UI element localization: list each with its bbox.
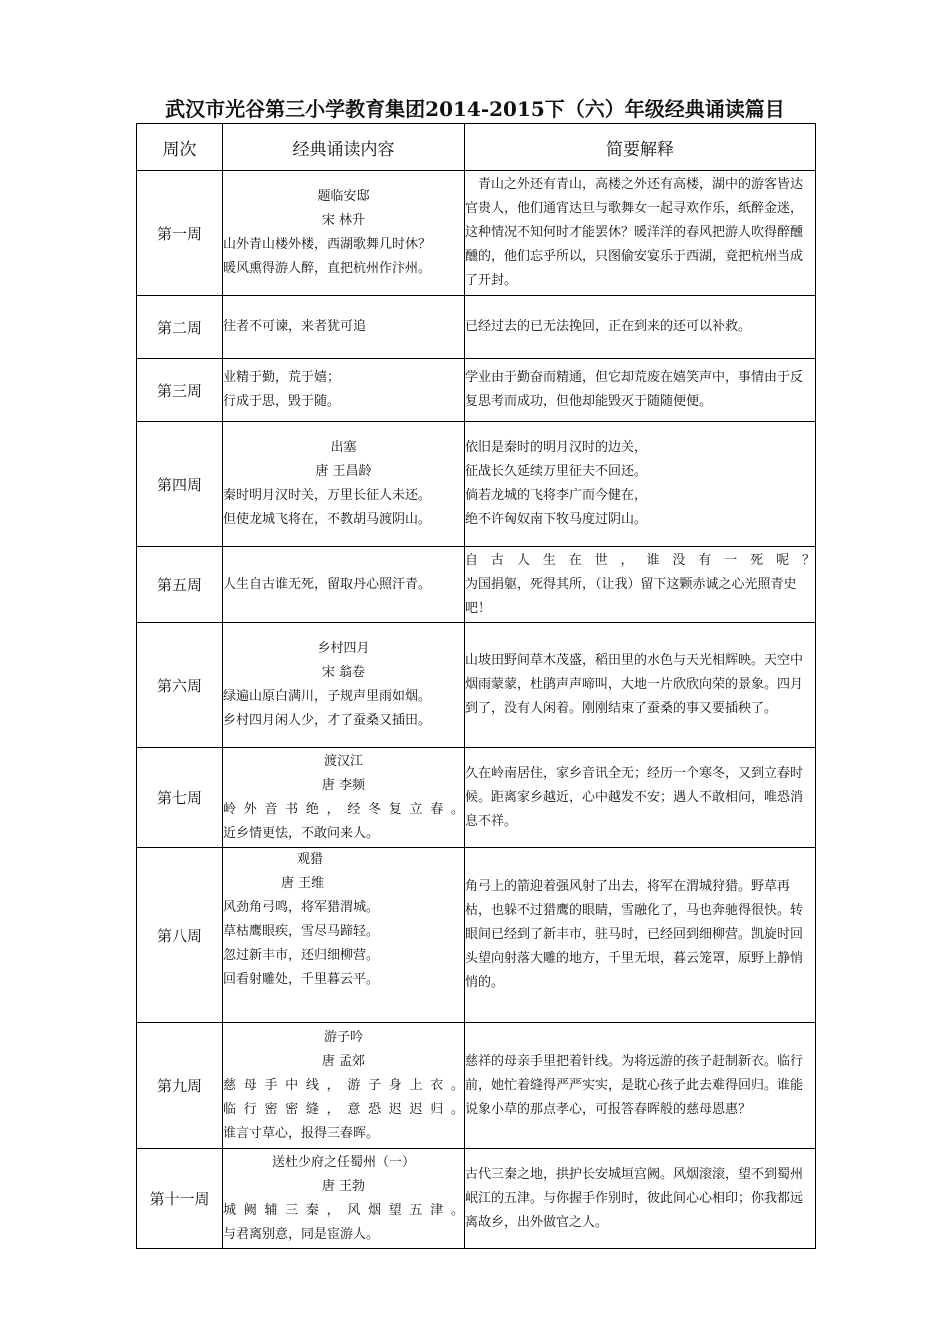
poem-line: 行成于思，毁于随。 <box>223 394 341 409</box>
poem-author: 唐 王昌龄 <box>315 464 372 479</box>
week-cell: 第二周 <box>137 296 223 359</box>
reading-schedule-table <box>136 123 816 1249</box>
header-week: 周次 <box>137 124 223 171</box>
poem-line: 忽过新丰市，还归细柳营。 <box>223 948 380 963</box>
explanation-text: 角弓上的箭迎着强风射了出去，将军在渭城狩猎。野草再枯，也躲不过猎鹰的眼睛，雪融化了，马也奔驰得很快。转眼间已经到了新丰市，驻马时，已经回到细柳营。凯旋时回头望向射落大雕的地方，千里无垠，暮云笼罩，原野上静悄悄的。 <box>465 879 804 990</box>
explanation-cell <box>465 623 816 748</box>
week-cell: 第四周 <box>137 422 223 547</box>
poem-line: 近乡情更怯，不敢问来人。 <box>223 825 380 841</box>
table-row <box>137 547 816 623</box>
table-row <box>137 1023 816 1149</box>
explanation-cell <box>465 171 816 296</box>
week-cell: 第一周 <box>137 171 223 296</box>
poem-author: 唐 王勃 <box>321 1178 366 1194</box>
poem-line: 慈母手中线，游子身上衣。 <box>223 1077 464 1093</box>
poem-line: 草枯鹰眼疾，雪尽马蹄轻。 <box>223 924 380 939</box>
explanation-cell <box>465 848 816 1023</box>
table-row <box>137 748 816 848</box>
poem-line: 往者不可谏，来者犹可追 <box>223 319 367 334</box>
explanation-cell <box>465 296 816 359</box>
header-content: 经典诵读内容 <box>223 124 465 171</box>
poem-line: 暖风熏得游人醉，直把杭州作汴州。 <box>223 261 432 276</box>
explanation-line: 绝不许匈奴南下牧马度过阴山。 <box>465 512 648 527</box>
explanation-cell <box>465 547 816 623</box>
poem-line: 风劲角弓鸣，将军猎渭城。 <box>223 900 380 915</box>
poem-author: 唐 王维 <box>281 876 325 891</box>
poem-title: 出塞 <box>330 440 357 455</box>
content-cell <box>223 296 465 359</box>
table-row <box>137 422 816 547</box>
poem-line: 人生自古谁无死，留取丹心照汗青。 <box>223 576 432 592</box>
explanation-text: 古代三秦之地，拱护长安城垣宫阙。风烟滚滚，望不到蜀州岷江的五津。与你握手作别时，彼此间心心相印；你我都远离故乡，出外做官之人。 <box>465 1166 804 1230</box>
explanation-cell <box>465 1149 816 1249</box>
explanation-text: 青山之外还有青山，高楼之外还有高楼，湖中的游客皆达官贵人，他们通宵达旦与歌舞女一起寻欢作乐，纸醉金迷，这种情况不知何时才能罢休？暖洋洋的春风把游人吹得醉醺醺的，他们忘乎所以，只图偷安宴乐于西湖，竟把杭州当成了开封。 <box>465 177 804 288</box>
content-cell <box>223 623 465 748</box>
explanation-cell <box>465 1023 816 1149</box>
week-cell: 第九周 <box>137 1023 223 1149</box>
poem-line: 与君离别意，同是宦游人。 <box>223 1226 380 1242</box>
explanation-cell <box>465 748 816 848</box>
explanation-text: 已经过去的已无法挽回，正在到来的还可以补救。 <box>465 319 752 334</box>
week-cell: 第八周 <box>137 848 223 1023</box>
explanation-line: 倘若龙城的飞将李广而今健在， <box>465 488 648 503</box>
table-row <box>137 623 816 748</box>
explanation-line: 依旧是秦时的明月汉时的边关， <box>465 440 648 455</box>
table-row <box>137 359 816 422</box>
poem-line: 绿遍山原白满川，子规声里雨如烟。 <box>223 689 432 704</box>
table-row <box>137 1149 816 1249</box>
content-cell <box>223 1023 465 1149</box>
poem-line: 城阙辅三秦，风烟望五津。 <box>223 1202 464 1218</box>
explanation-text: 慈祥的母亲手里把着针线。为将远游的孩子赶制新衣。临行前，她忙着缝得严严实实，是耽心孩子此去难得回归。谁能说象小草的那点孝心，可报答春晖般的慈母恩惠？ <box>465 1053 804 1117</box>
content-cell <box>223 171 465 296</box>
content-cell <box>223 848 465 1023</box>
header-explanation: 简要解释 <box>465 124 816 171</box>
poem-line: 业精于勤，荒于嬉； <box>223 370 341 385</box>
table-row <box>137 848 816 1023</box>
poem-line: 但使龙城飞将在，不教胡马渡阴山。 <box>223 512 432 527</box>
poem-line: 谁言寸草心，报得三春晖。 <box>223 1125 380 1141</box>
poem-line: 回看射雕处，千里暮云平。 <box>223 972 380 987</box>
poem-author: 唐 孟郊 <box>321 1053 366 1069</box>
poem-line: 山外青山楼外楼，西湖歌舞几时休？ <box>223 237 432 252</box>
week-cell: 第十一周 <box>137 1149 223 1249</box>
poem-title: 送杜少府之任蜀州（一） <box>271 1154 415 1170</box>
content-cell <box>223 547 465 623</box>
content-cell <box>223 359 465 422</box>
poem-title: 观猎 <box>297 852 324 867</box>
week-cell: 第七周 <box>137 748 223 848</box>
poem-author: 宋 翁卷 <box>321 665 366 680</box>
poem-line: 岭外音书绝，经冬复立春。 <box>223 801 464 817</box>
content-cell <box>223 422 465 547</box>
poem-title: 题临安邸 <box>317 189 370 204</box>
table-row <box>137 296 816 359</box>
poem-line: 乡村四月闲人少，才了蚕桑又插田。 <box>223 713 432 728</box>
poem-title: 游子吟 <box>323 1029 363 1045</box>
content-cell <box>223 1149 465 1249</box>
poem-author: 宋 林升 <box>321 213 366 228</box>
table-header-row <box>137 124 816 171</box>
poem-title: 乡村四月 <box>317 641 370 656</box>
explanation-line: 征战长久延续万里征夫不回还。 <box>465 464 648 479</box>
poem-author: 唐 李频 <box>321 777 366 793</box>
week-cell: 第五周 <box>137 547 223 623</box>
poem-title: 渡汉江 <box>323 753 363 769</box>
poem-line: 临行密密缝，意恐迟迟归。 <box>223 1101 464 1117</box>
table-row <box>137 171 816 296</box>
explanation-cell <box>465 422 816 547</box>
week-cell: 第六周 <box>137 623 223 748</box>
explanation-text: 山坡田野间草木茂盛，稻田里的水色与天光相辉映。天空中烟雨蒙蒙，杜鹃声声啼叫，大地一片欣欣向荣的景象。四月到了，没有人闲着。刚刚结束了蚕桑的事又要插秧了。 <box>465 653 804 716</box>
week-cell: 第三周 <box>137 359 223 422</box>
explanation-line: 自古人生在世，谁没有一死呢？ <box>465 552 815 568</box>
explanation-text: 为国捐躯，死得其所，（让我）留下这颗赤诚之心光照青史吧！ <box>465 576 797 616</box>
content-cell <box>223 748 465 848</box>
explanation-text: 久在岭南居住，家乡音讯全无；经历一个寒冬，又到立春时候。距离家乡越近，心中越发不安；遇人不敢相问，唯恐消息不祥。 <box>465 765 804 829</box>
poem-line: 秦时明月汉时关，万里长征人未还。 <box>223 488 432 503</box>
document-title: 武汉市光谷第三小学教育集团2014-2015下（六）年级经典诵读篇目 <box>165 97 785 121</box>
explanation-text: 学业由于勤奋而精通，但它却荒废在嬉笑声中，事情由于反复思考而成功，但他却能毁灭于随随便便。 <box>465 370 804 409</box>
explanation-cell <box>465 359 816 422</box>
